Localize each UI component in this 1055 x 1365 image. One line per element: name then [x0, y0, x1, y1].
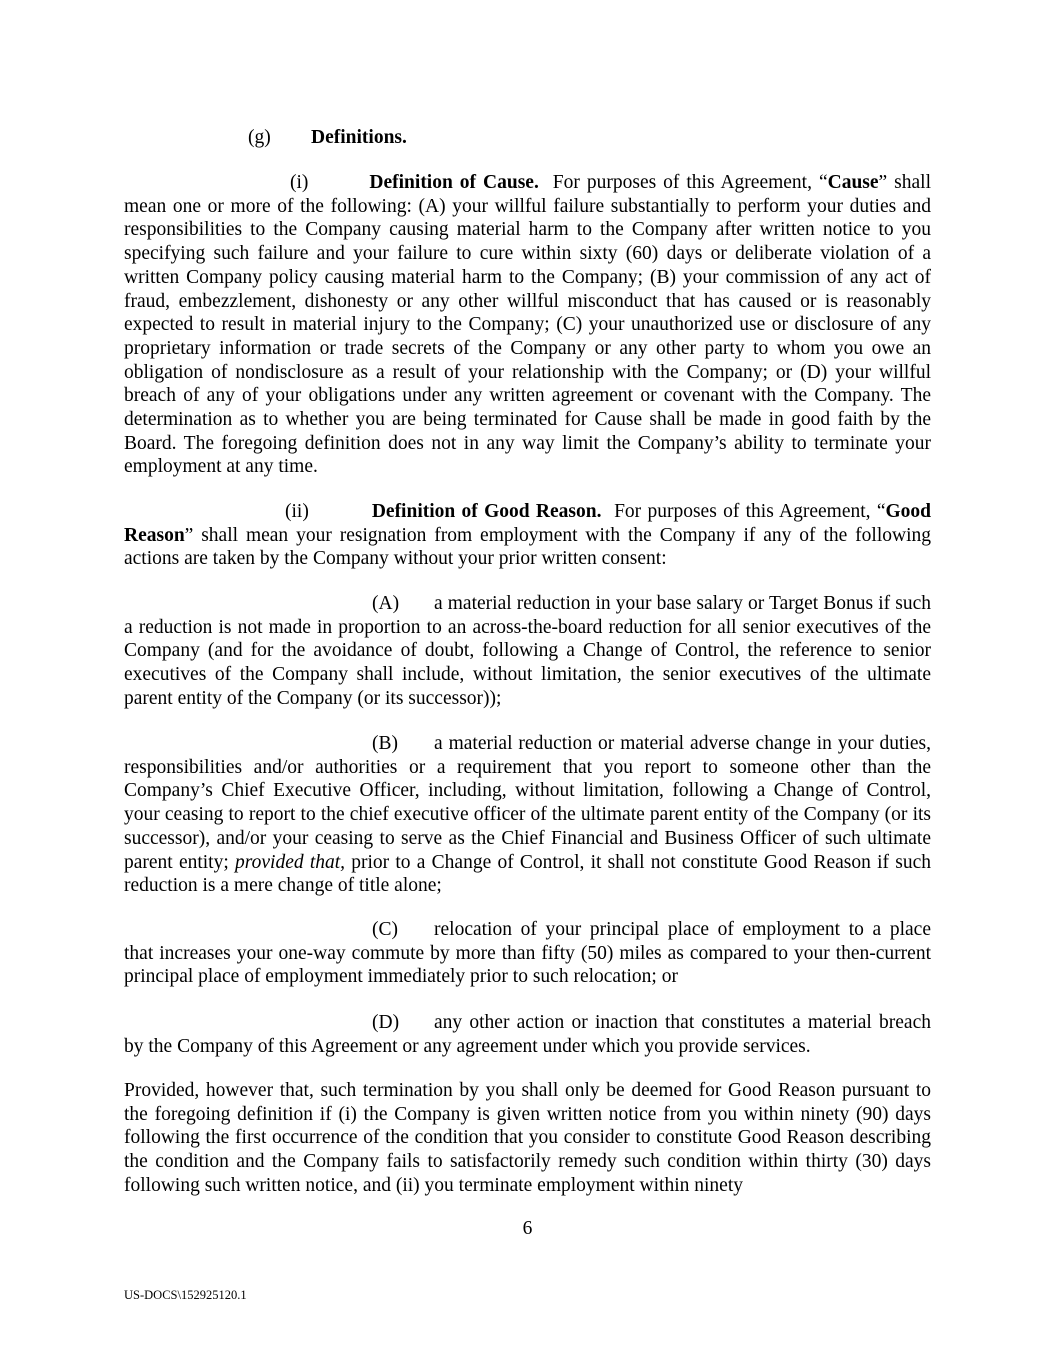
item-b [124, 732, 931, 898]
item-d-text: any other action or inaction that constitutes a material breach by the Company of this Agreement or any agreement under which you provide services. [124, 1012, 931, 1057]
proviso-text: Provided, however that, such termination by you shall only be deemed for Good Reason pursuant to the foregoing definition if (i) the Company is given written notice from you within ninety (90) days following the first occurrence of the condition that you consider to constitute Good Reason describing the condition and the Company fails to satisfactorily remedy such condition within thirty (30) days following such written notice, and (ii) you terminate employment within ninety [124, 1080, 931, 1196]
section-number: (g) [248, 127, 271, 148]
item-a-text: a material reduction in your base salary or Target Bonus if such a reduction is not made in proportion to an across-the-board reduction for all senior executives of the Company (and for the avoidance of doubt, following a Change of Control, the reference to senior executives of the Company shall include, without limitation, the senior executives of the ultimate parent entity of the Company (or its successor)); [124, 593, 931, 709]
good-reason-pre: For purposes of this Agreement, “ [614, 501, 886, 522]
item-a-label: (A) [372, 593, 400, 614]
item-d [124, 1011, 931, 1058]
document-id: US-DOCS\152925120.1 [124, 1288, 247, 1302]
page-number: 6 [522, 1218, 533, 1239]
proviso-paragraph [124, 1079, 931, 1198]
cause-pre: For purposes of this Agreement, “ [552, 172, 828, 193]
item-b-text: a material reduction or material adverse change in your duties, responsibilities and/or authorities or a requirement that you report to someone other than the Company’s Chief Executive Officer, including, without limitation, following a Change of Control, your ceasing to report to the chief executive officer of the ultimate parent entity of the Company (or its successor), and/or your ceasing to serve as the Chief Financial and Business Officer of such ultimate parent entity; [124, 733, 931, 873]
item-a [124, 592, 931, 711]
good-reason-definition [124, 500, 931, 571]
good-reason-term: Good Reason [124, 501, 931, 546]
item-d-label: (D) [372, 1012, 400, 1033]
cause-definition [124, 171, 931, 479]
cause-number: (i) [290, 172, 309, 193]
item-c-label: (C) [372, 919, 398, 940]
good-reason-body: ” shall mean your resignation from employment with the Company if any of the following actions are taken by the Company without your prior written consent: [124, 524, 931, 570]
cause-title: Definition of Cause. [369, 172, 539, 193]
good-reason-title: Definition of Good Reason. [371, 501, 602, 522]
section-title: Definitions. [311, 127, 407, 148]
item-b-italic: provided that, [235, 851, 346, 873]
item-b-label: (B) [372, 733, 398, 754]
item-c-text: relocation of your principal place of employment to a place that increases your one-way commute by more than fifty (50) miles as compared to your then-current principal place of employment immediately prior to such relocation; or [124, 919, 931, 988]
cause-body: ” shall mean one or more of the following: (A) your willful failure substantially to perform your duties and responsibilities to the Company causing material harm to the Company after written notice to you specifying such failure and your failure to cure within sixty (60) days or deliberate violation of a written Company policy causing material harm to the Company; (B) your commission of any act of fraud, embezzlement, dishonesty or any other willful misconduct that has caused or is reasonably expected to result in material injury to the Company; (C) your unauthorized use or disclosure of any proprietary information or trade secrets of the Company or any other party to whom you owe an obligation of nondisclosure as a result of your relationship with the Company; or (D) your willful breach of any of your obligations under any written agreement or covenant with the Company. The determination as to whether you are being terminated for Cause shall be made in good faith by the Board. The foregoing definition does not in any way limit the Company’s ability to terminate your employment at any time. [124, 172, 931, 478]
item-c [124, 918, 931, 989]
item-b-text-after: prior to a Change of Control, it shall not constitute Good Reason if such reduction is a mere change of title alone; [124, 851, 931, 897]
good-reason-number: (ii) [285, 501, 309, 522]
cause-term: Cause [827, 172, 879, 193]
